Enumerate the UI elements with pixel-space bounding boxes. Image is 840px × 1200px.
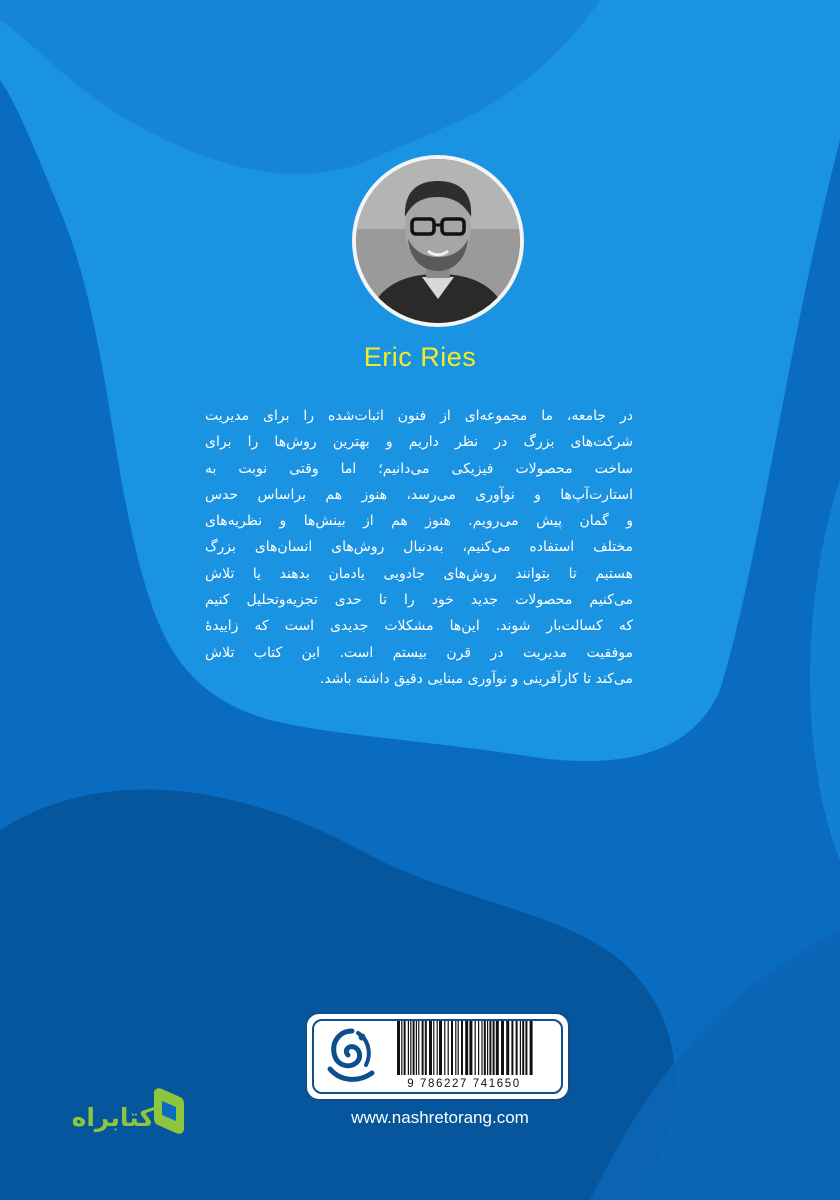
barcode-bar [496, 1021, 499, 1075]
barcode-bar [444, 1021, 445, 1075]
barcode-bar [410, 1021, 411, 1075]
barcode-bar [408, 1021, 409, 1075]
barcode-bar [439, 1021, 442, 1075]
barcode-bar [511, 1021, 513, 1075]
blurb-line: در جامعه، ما مجموعه‌ای از فنون اثبات‌شده را برای مدیریت [205, 408, 633, 424]
barcode-bar [465, 1021, 468, 1075]
barcode-bar [413, 1021, 415, 1075]
barcode-bar [422, 1021, 424, 1075]
barcode-bar [401, 1021, 402, 1075]
barcode-bar [418, 1021, 419, 1075]
barcode-bar [501, 1021, 504, 1075]
barcode-bar [493, 1021, 495, 1075]
barcode-bar [489, 1021, 491, 1075]
publisher-logo-icon [322, 1025, 378, 1087]
barcode-bar [461, 1021, 463, 1075]
barcode-bar [448, 1021, 449, 1075]
barcode-bar [520, 1021, 521, 1075]
isbn-barcode [391, 1021, 537, 1075]
barcode-bar [478, 1021, 479, 1075]
publisher-website: www.nashretorang.com [351, 1108, 529, 1127]
blurb-line: موفقیت مدیریت در قرن بیستم است. این کتاب تلاش [205, 644, 633, 661]
barcode-bar [522, 1021, 524, 1075]
blurb-line: استارت‌آپ‌ها و نوآوری می‌رسد، هنوز هم براساس حدس [205, 486, 633, 503]
blurb-line: مختلف استفاده می‌کنیم، به‌دنبال روش‌های انسان‌های بزرگ [205, 539, 633, 556]
barcode-bar [416, 1021, 417, 1075]
barcode-bar [451, 1021, 453, 1075]
blurb-line: می‌کند تا کارآفرینی و نوآوری مبنایی دقیق داشته باشد. [319, 670, 633, 687]
blurb-line: و گمان پیش می‌رویم. هنوز هم از بینش‌ها و نظریه‌های [205, 513, 633, 530]
blurb-line: ساخت محصولات فیزیکی می‌دانیم؛ اما وقتی نوبت به [205, 460, 633, 477]
author-portrait-illustration [356, 159, 520, 323]
barcode-bar [481, 1021, 482, 1075]
barcode-bar [469, 1021, 472, 1075]
barcode-bar [425, 1021, 427, 1075]
book-mark-icon [150, 1085, 186, 1137]
isbn-number: 9 786227 741650 [407, 1078, 521, 1090]
barcode-bar [404, 1021, 406, 1075]
barcode-bar [429, 1021, 432, 1075]
barcode-bar [458, 1021, 459, 1075]
store-name: کتابراه [71, 1103, 154, 1132]
barcode-bar [525, 1021, 527, 1075]
blurb-line: شرکت‌های بزرگ در نظر داریم و بهترین روش‌ها را برای [205, 434, 633, 451]
store-logo [36, 1085, 186, 1163]
barcode-bar [397, 1021, 400, 1075]
barcode-bar [506, 1021, 509, 1075]
blurb-line: هستیم تا بتوانند روش‌های جادویی یادمان بدهند یا تلاش [205, 565, 633, 582]
barcode-bar [487, 1021, 488, 1075]
barcode-bar [437, 1021, 438, 1075]
barcode-bar [455, 1021, 456, 1075]
barcode-bar [516, 1021, 518, 1075]
blurb-line: می‌کنیم محصولات جدید خود را تا حدی تجزیه‌وتحلیل کنیم [205, 592, 633, 609]
barcode-bar [475, 1021, 476, 1075]
author-photo [352, 155, 524, 327]
blurb-line: که کسالت‌بار شوند. این‌ها مشکلات جدیدی است که زاییدهٔ [205, 618, 633, 635]
barcode-bar [484, 1021, 486, 1075]
author-name: Eric Ries [363, 342, 477, 372]
barcode-bar [433, 1021, 434, 1075]
barcode-bar [530, 1021, 533, 1075]
book-blurb [205, 403, 633, 692]
